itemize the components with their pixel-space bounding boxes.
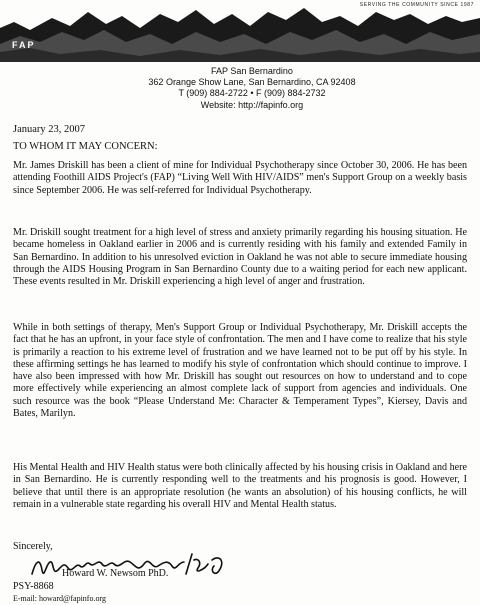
letter-paragraph-3: While in both settings of therapy, Men's Support Group or Individual Psychotherapy, Mr. Driskill accepts the fact that he has an upfront, in your face style of confrontation. The men and I have come to realize that his style is primarily a reaction to his extreme level of frustration and we have learned not to be put off by his style. In these affirming settings he has learned to modify his style of confrontation which should continue to improve. I have also been impressed with how Mr. Driskill has sought out resources on how to understand and to cope more effectively while experiencing an almost complete lack of support from agencies and individuals. One such resource was the book “Please Understand Me: Character & Temperament Types”, Kiersey, Davis and Bates, Marilyn. [13, 322, 467, 420]
banner-tagline: SERVING THE COMMUNITY SINCE 1987 [359, 2, 474, 8]
organization-website: Website: http://fapinfo.org [200, 99, 304, 110]
organization-address: 362 Orange Show Lane, San Bernardino, CA 92408 [148, 77, 356, 88]
signer-name: Howard W. Newsom PhD. [62, 568, 169, 579]
license-number: PSY-8868 [13, 581, 54, 592]
mountain-banner [0, 0, 480, 62]
letter-paragraph-1: Mr. James Driskill has been a client of mine for Individual Psychotherapy since October 30, 2006. He has been attending Foothill AIDS Project's (FAP) “Living Well With HIV/AIDS” men's Support Group on a weekly basis since September 2006. He was self-referred for Individual Psychotherapy. [13, 160, 467, 196]
letter-paragraph-2: Mr. Driskill sought treatment for a high level of stress and anxiety primarily regarding his housing situation. He became homeless in Oakland earlier in 2006 and is currently residing with his family and extended Family in San Bernardino. In addition to his unresolved eviction in Oakland he was not able to secure immediate housing through the AIDS Housing Program in San Bernardino County due to a waiting period for each new applicant. These events resulted in Mr. Driskill experiencing a high level of anger and frustration. [13, 227, 467, 288]
organization-phone: T (909) 884-2722 • F (909) 884-2732 [178, 88, 326, 99]
organization-name: FAP San Bernardino [211, 66, 293, 76]
signer-email: E-mail: howard@fapinfo.org [13, 594, 106, 603]
letter-closing: Sincerely, [13, 541, 53, 552]
fap-logo: FAP [12, 40, 36, 50]
letter-date: January 23, 2007 [13, 124, 86, 135]
letter-salutation: TO WHOM IT MAY CONCERN: [13, 141, 158, 152]
handwritten-signature [28, 540, 238, 588]
letterhead [0, 66, 480, 111]
letter-paragraph-4: His Mental Health and HIV Health status were both clinically affected by his housing crisis in Oakland and here in San Bernardino. He is currently responding well to the treatments and his prognosis is good. However, I believe that until there is an appropriate resolution (he wants an absolution) of his housing conflicts, he will remain in a vulnerable state regarding his overall HIV and Mental Health status. [13, 462, 467, 510]
